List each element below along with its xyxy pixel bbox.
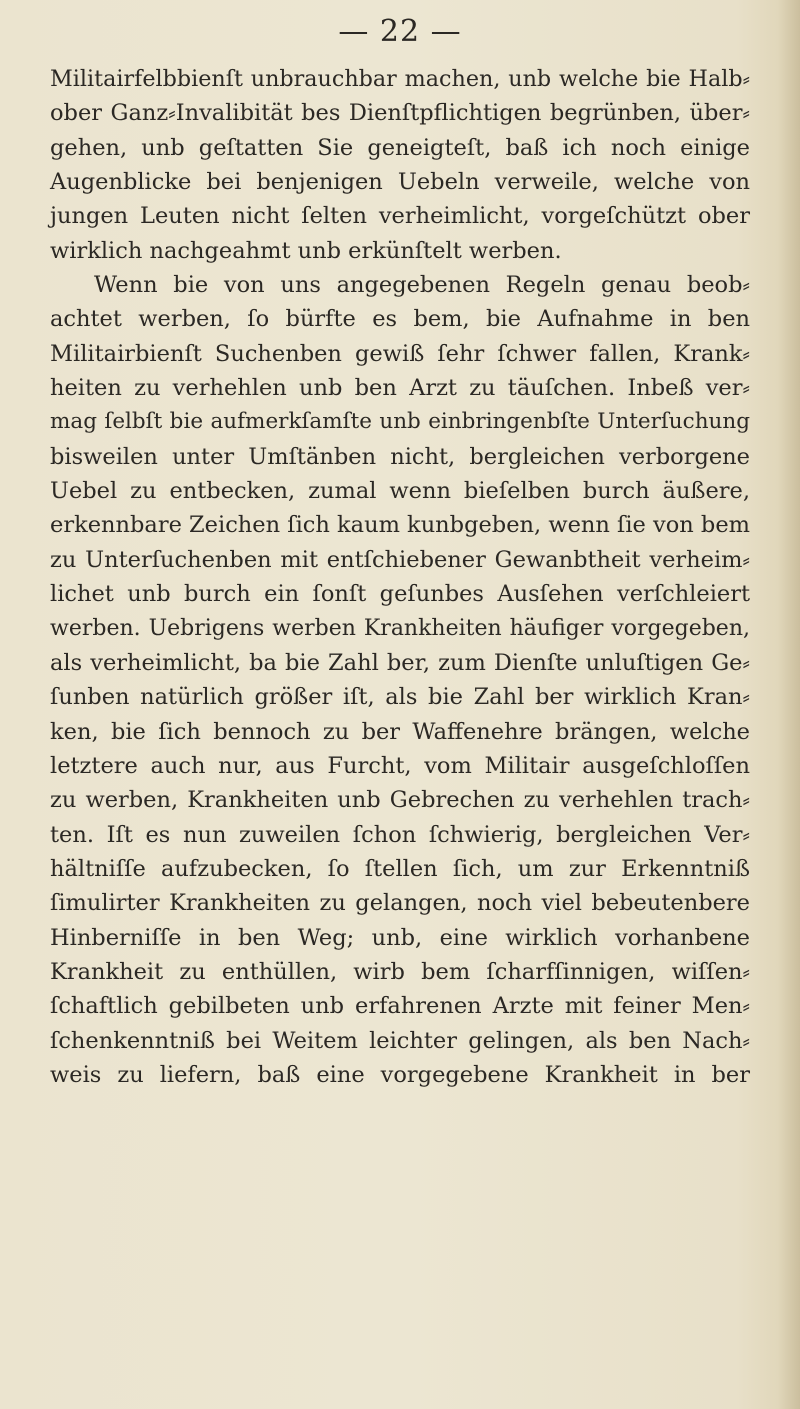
text-line: ſchenkenntniß bei Weitem leichter gelingen, als ben Nach⸗ [50,1027,750,1054]
text-line: ſchaftlich gebilbeten unb erfahrenen Arzte mit feiner Men⸗ [50,993,750,1020]
text-line: Militairfelbbienſt unbrauchbar machen, unb welche bie Halb⸗ [50,66,750,92]
text-line: bisweilen unter Umſtänben nicht, bergleichen verborgene [50,443,750,470]
text-line: zu werben, Krankheiten unb Gebrechen zu verhehlen trach⸗ [50,787,750,814]
text-line: heiten zu verhehlen unb ben Arzt zu täuſchen. Inbeß ver⸗ [50,375,750,402]
text-line: gehen, unb geſtatten Sie geneigteſt, baß ich noch einige [50,134,750,161]
text-line: ober Ganz⸗Invalibität bes Dienſtpflichtigen begrünben, über⸗ [50,100,750,127]
text-line: wirklich nachgeahmt unb erkünſtelt werben. [50,237,562,264]
text-line: ken, bie ſich bennoch zu ber Waffenehre brängen, welche [50,718,750,745]
text-line: ſimulirter Krankheiten zu gelangen, noch viel bebeutenbere [50,890,750,917]
body-text [50,62,750,1092]
text-line: lichet unb burch ein ſonſt geſunbes Ausſehen verſchleiert [50,581,750,608]
text-line: ten. Iſt es nun zuweilen ſchon ſchwierig, bergleichen Ver⸗ [50,821,750,848]
text-line: Augenblicke bei benjenigen Uebeln verweile, welche von [50,169,750,196]
text-line: Krankheit zu enthüllen, wirb bem ſcharfſinnigen, wiſſen⸗ [50,958,750,985]
text-line: mag ſelbſt bie aufmerkſamſte unb einbringenbſte Unterſuchung [50,409,750,435]
text-line: weis zu liefern, baß eine vorgegebene Krankheit in ber [50,1061,750,1088]
text-line: als verheimlicht, ba bie Zahl ber, zum Dienſte unluſtigen Ge⸗ [50,649,750,676]
text-line: Uebel zu entbecken, zumal wenn bieſelben burch äußere, [50,478,750,505]
text-line: jungen Leuten nicht ſelten verheimlicht, vorgeſchützt ober [50,203,750,230]
text-line: zu Unterſuchenben mit entſchiebener Gewanbtheit verheim⸗ [50,546,750,573]
text-line: achtet werben, ſo bürfte es bem, bie Aufnahme in ben [50,306,750,333]
text-line: werben. Uebrigens werben Krankheiten häufiger vorgegeben, [50,615,750,641]
text-line: Wenn bie von uns angegebenen Regeln genau beob⸗ [94,272,750,299]
text-line: letztere auch nur, aus Furcht, vom Militair ausgeſchloſſen [50,752,750,779]
text-line: ſunben natürlich größer iſt, als bie Zahl ber wirklich Kran⸗ [50,684,750,711]
page-edge-shadow [778,0,800,1409]
text-line: erkennbare Zeichen ſich kaum kunbgeben, wenn ſie von bem [50,512,750,539]
page-number-header: — 22 — [338,14,462,49]
text-line: Hinberniſſe in ben Weg; unb, eine wirklich vorhanbene [50,924,750,951]
text-line: Militairbienſt Suchenben gewiß ſehr ſchwer fallen, Krank⸗ [50,340,750,367]
text-line: hältniſſe aufzubecken, ſo ſtellen ſich, um zur Erkenntniß [50,855,750,882]
